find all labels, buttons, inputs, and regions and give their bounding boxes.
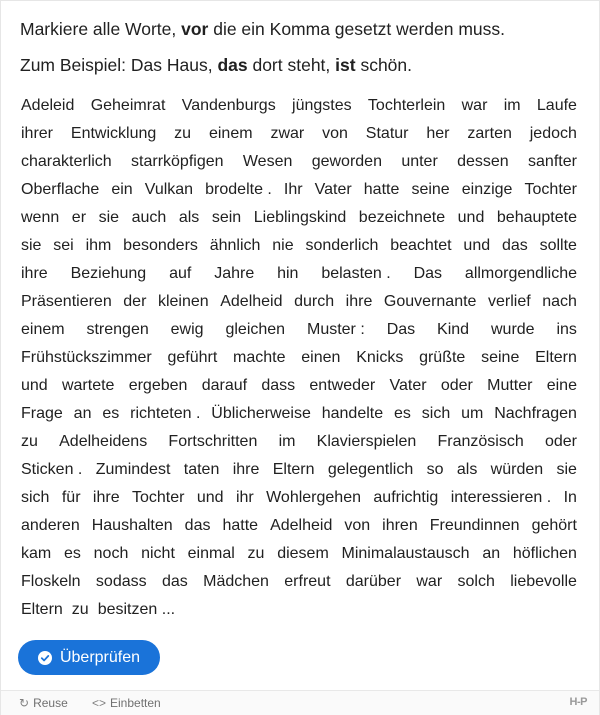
markable-word[interactable]: zu — [247, 545, 265, 562]
markable-word[interactable]: sie — [21, 237, 42, 254]
markable-word[interactable]: jedoch — [529, 125, 577, 142]
markable-word[interactable]: Lieblingskind — [253, 209, 347, 226]
markable-text-body — [21, 92, 577, 624]
markable-word[interactable]: sich — [21, 489, 50, 506]
markable-word[interactable]: hin — [277, 265, 299, 282]
markable-word[interactable]: Muster : — [306, 321, 365, 338]
markable-word[interactable]: wurde — [490, 321, 535, 338]
task-instruction — [20, 17, 505, 41]
markable-word[interactable]: Tochterlein — [367, 97, 446, 114]
markable-word[interactable]: sonderlich — [305, 237, 379, 254]
markable-word[interactable]: Vater — [389, 377, 427, 394]
markable-word[interactable]: Vater — [314, 181, 352, 198]
markable-word[interactable]: sie — [98, 209, 120, 226]
markable-word[interactable]: ihre — [21, 265, 48, 282]
markable-word[interactable]: er — [71, 209, 87, 226]
markable-word[interactable]: Adelheidens — [59, 433, 148, 450]
text-line — [21, 344, 577, 372]
example-bold-2: ist — [335, 55, 356, 75]
markable-word[interactable]: Klavierspielen — [316, 433, 417, 450]
markable-word[interactable]: sei — [53, 237, 74, 254]
markable-word[interactable]: darauf — [201, 377, 248, 394]
check-button[interactable] — [18, 640, 160, 675]
markable-word[interactable]: im — [278, 433, 296, 450]
markable-word[interactable]: Mutter — [487, 377, 533, 394]
text-line — [21, 260, 577, 288]
markable-word[interactable]: im — [503, 97, 521, 114]
markable-word[interactable]: zu — [174, 125, 192, 142]
markable-word[interactable]: hatte — [363, 181, 400, 198]
markable-word[interactable]: sollte — [539, 237, 577, 254]
instruction-text-2: die ein Komma gesetzt werden muss. — [208, 19, 506, 39]
markable-word[interactable]: diesem — [277, 545, 329, 562]
markable-word[interactable]: Eltern — [272, 461, 315, 478]
markable-word[interactable]: ähnlich — [209, 237, 261, 254]
markable-word[interactable]: kleinen — [157, 293, 209, 310]
text-line — [21, 512, 577, 540]
markable-word[interactable]: ihre — [232, 461, 260, 478]
markable-word[interactable]: Jahre — [214, 265, 255, 282]
markable-word[interactable]: Mädchen — [203, 573, 269, 590]
markable-word[interactable]: interessieren . — [450, 489, 552, 506]
markable-word[interactable]: Statur — [365, 125, 409, 142]
markable-word[interactable]: hatte — [222, 517, 259, 534]
markable-word[interactable]: Frage — [21, 405, 63, 422]
markable-word[interactable]: der — [123, 293, 147, 310]
markable-word[interactable]: sich — [421, 405, 451, 422]
markable-word[interactable]: durch — [294, 293, 335, 310]
markable-word[interactable]: grüßte — [419, 349, 466, 366]
markable-word[interactable]: In — [563, 489, 577, 506]
markable-word[interactable]: strengen — [86, 321, 149, 338]
markable-word[interactable]: ihre — [345, 293, 373, 310]
markable-word[interactable]: brodelte . — [205, 181, 272, 198]
markable-word[interactable]: einen — [301, 349, 341, 366]
markable-word[interactable]: Wohlergehen — [266, 489, 361, 506]
markable-word[interactable]: ewig — [170, 321, 204, 338]
markable-word[interactable]: jüngstes — [292, 97, 352, 114]
markable-word[interactable]: einzige — [461, 181, 513, 198]
markable-word[interactable]: von — [322, 125, 348, 142]
markable-word[interactable]: es — [102, 405, 120, 422]
text-line — [21, 92, 577, 120]
markable-word[interactable]: erfreut — [284, 573, 331, 590]
markable-word[interactable]: dessen — [457, 153, 509, 170]
example-text-2: dort steht, — [247, 55, 336, 75]
h5p-footer — [1, 690, 599, 715]
markable-word[interactable]: starrköpfigen — [131, 153, 224, 170]
markable-word[interactable]: Eltern — [535, 349, 577, 366]
markable-word[interactable]: Ihr — [283, 181, 303, 198]
markable-word[interactable]: nach — [542, 293, 577, 310]
markable-word[interactable]: Präsentieren — [21, 293, 112, 310]
markable-word[interactable]: war — [461, 97, 488, 114]
example-text-3: schön. — [355, 55, 413, 75]
reuse-label: Reuse — [33, 696, 68, 710]
markable-word[interactable]: zu — [71, 601, 89, 618]
markable-word[interactable]: ergeben — [128, 377, 188, 394]
text-line — [21, 596, 577, 624]
markable-word[interactable]: es — [63, 545, 81, 562]
text-line — [21, 568, 577, 596]
markable-word[interactable]: Haushalten — [91, 517, 173, 534]
markable-word[interactable]: machte — [233, 349, 286, 366]
markable-word[interactable]: Tochter — [131, 489, 185, 506]
markable-word[interactable]: behauptete — [496, 209, 577, 226]
markable-word[interactable]: Adelheid — [270, 517, 333, 534]
markable-word[interactable]: Wesen — [242, 153, 293, 170]
example-bold-1: das — [217, 55, 248, 75]
markable-word[interactable]: Floskeln — [21, 573, 81, 590]
markable-word[interactable]: ihr — [235, 489, 254, 506]
text-line — [21, 484, 577, 512]
markable-word[interactable]: würden — [490, 461, 544, 478]
markable-word[interactable]: Vulkan — [144, 181, 194, 198]
markable-word[interactable]: als — [178, 209, 200, 226]
markable-word[interactable]: Sticken . — [21, 461, 83, 478]
markable-word[interactable]: ins — [556, 321, 577, 338]
markable-word[interactable]: und — [196, 489, 224, 506]
text-line — [21, 204, 577, 232]
markable-word[interactable]: zarten — [467, 125, 512, 142]
markable-word[interactable]: Kind — [437, 321, 470, 338]
markable-word[interactable]: Vandenburgs — [181, 97, 276, 114]
markable-word[interactable]: an — [73, 405, 92, 422]
markable-word[interactable]: um — [461, 405, 484, 422]
markable-word[interactable]: zwar — [270, 125, 305, 142]
markable-word[interactable]: Das — [413, 265, 443, 282]
markable-word[interactable]: ihrer — [21, 125, 54, 142]
markable-word[interactable]: Französisch — [437, 433, 524, 450]
text-line — [21, 372, 577, 400]
markable-word[interactable]: gehört — [531, 517, 577, 534]
example-text-1: Zum Beispiel: Das Haus, — [20, 55, 218, 75]
markable-word[interactable]: Freundinnen — [429, 517, 520, 534]
markable-word[interactable]: geworden — [311, 153, 382, 170]
markable-word[interactable]: wenn — [21, 209, 60, 226]
markable-word[interactable]: oder — [440, 377, 473, 394]
markable-word[interactable]: so — [426, 461, 444, 478]
markable-word[interactable]: charakterlich — [21, 153, 112, 170]
markable-word[interactable]: Frühstückszimmer — [21, 349, 152, 366]
markable-word[interactable]: Eltern — [21, 601, 63, 618]
markable-word[interactable]: seine — [481, 349, 520, 366]
markable-word[interactable]: als — [456, 461, 478, 478]
markable-word[interactable]: Adelheid — [220, 293, 283, 310]
markable-word[interactable]: besitzen ... — [97, 601, 176, 618]
markable-word[interactable]: auch — [131, 209, 167, 226]
markable-word[interactable]: nicht — [141, 545, 175, 562]
markable-word[interactable]: liebevolle — [510, 573, 577, 590]
markable-word[interactable]: und — [463, 237, 491, 254]
text-line — [21, 120, 577, 148]
markable-word[interactable]: einem — [208, 125, 253, 142]
markable-word[interactable]: ein — [111, 181, 133, 198]
text-line — [21, 148, 577, 176]
markable-word[interactable]: und — [457, 209, 485, 226]
markable-word[interactable]: Beziehung — [70, 265, 147, 282]
markable-word[interactable]: ihm — [85, 237, 112, 254]
markable-word[interactable]: Knicks — [356, 349, 404, 366]
markable-word[interactable]: das — [184, 517, 211, 534]
markable-word[interactable]: beachtet — [390, 237, 452, 254]
markable-word[interactable]: Minimalaustausch — [341, 545, 470, 562]
markable-word[interactable]: ihren — [382, 517, 418, 534]
markable-word[interactable]: Tochter — [524, 181, 577, 198]
markable-word[interactable]: nie — [272, 237, 294, 254]
markable-word[interactable]: besonders — [123, 237, 198, 254]
markable-word[interactable]: aufrichtig — [373, 489, 439, 506]
check-circle-icon — [38, 651, 52, 665]
markable-word[interactable]: auf — [169, 265, 192, 282]
embed-link[interactable] — [92, 696, 161, 710]
markable-word[interactable]: dass — [261, 377, 296, 394]
markable-word[interactable]: solch — [457, 573, 495, 590]
embed-label: Einbetten — [110, 696, 161, 710]
markable-word[interactable]: sanfter — [528, 153, 577, 170]
markable-word[interactable]: anderen — [21, 517, 80, 534]
markable-word[interactable]: einmal — [187, 545, 235, 562]
text-line — [21, 288, 577, 316]
markable-word[interactable]: Entwicklung — [70, 125, 157, 142]
embed-code-icon: <> — [92, 696, 107, 710]
markable-word[interactable]: höflichen — [512, 545, 577, 562]
markable-word[interactable]: sein — [211, 209, 242, 226]
markable-word[interactable]: allmorgendliche — [464, 265, 577, 282]
markable-word[interactable]: Zumindest — [95, 461, 171, 478]
markable-word[interactable]: war — [416, 573, 443, 590]
text-line — [21, 400, 577, 428]
markable-word[interactable]: seine — [411, 181, 450, 198]
markable-word[interactable]: kam — [21, 545, 52, 562]
reuse-icon: ↻ — [19, 696, 30, 710]
markable-word[interactable]: darüber — [345, 573, 402, 590]
task-example — [20, 53, 412, 77]
markable-word[interactable]: entweder — [309, 377, 376, 394]
markable-word[interactable]: oder — [544, 433, 577, 450]
markable-word[interactable]: verlief — [488, 293, 531, 310]
instruction-text-1: Markiere alle Worte, — [20, 19, 182, 39]
markable-word[interactable]: und — [21, 377, 48, 394]
markable-word[interactable]: sodass — [95, 573, 147, 590]
markable-word[interactable]: taten — [183, 461, 220, 478]
markable-word[interactable]: Oberflache — [21, 181, 100, 198]
markable-word[interactable]: Nachfragen — [494, 405, 577, 422]
text-line — [21, 540, 577, 568]
markable-word[interactable]: bezeichnete — [358, 209, 446, 226]
markable-word[interactable]: geführt — [167, 349, 218, 366]
markable-word[interactable]: unter — [401, 153, 438, 170]
markable-word[interactable]: das — [161, 573, 188, 590]
reuse-link[interactable] — [19, 696, 68, 710]
markable-word[interactable]: von — [344, 517, 371, 534]
markable-word[interactable]: ihre — [92, 489, 120, 506]
markable-word[interactable]: Laufe — [536, 97, 577, 114]
text-line — [21, 232, 577, 260]
markable-word[interactable]: Das — [386, 321, 416, 338]
markable-word[interactable]: eine — [546, 377, 577, 394]
markable-word[interactable]: gleichen — [225, 321, 286, 338]
markable-word[interactable]: Üblicherweise — [211, 405, 311, 422]
text-line — [21, 316, 577, 344]
markable-word[interactable]: noch — [93, 545, 129, 562]
markable-word[interactable]: für — [61, 489, 81, 506]
markable-word[interactable]: Geheimrat — [90, 97, 166, 114]
markable-word[interactable]: es — [394, 405, 411, 422]
markable-word[interactable]: wartete — [61, 377, 115, 394]
markable-word[interactable]: das — [501, 237, 528, 254]
markable-word[interactable]: Fortschritten — [168, 433, 258, 450]
text-line — [21, 176, 577, 204]
markable-word[interactable]: richteten . — [130, 405, 201, 422]
markable-word[interactable]: einem — [21, 321, 65, 338]
h5p-logo: H-P — [569, 696, 587, 708]
text-line — [21, 428, 577, 456]
markable-word[interactable]: Gouvernante — [383, 293, 477, 310]
markable-word[interactable]: zu — [21, 433, 38, 450]
markable-word[interactable]: handelte — [321, 405, 384, 422]
markable-word[interactable]: sie — [556, 461, 577, 478]
markable-word[interactable]: Adeleid — [21, 97, 75, 114]
check-button-label: Überprüfen — [59, 648, 141, 666]
markable-word[interactable]: her — [426, 125, 450, 142]
instruction-bold-word: vor — [181, 19, 209, 39]
markable-word[interactable]: an — [482, 545, 501, 562]
text-line — [21, 456, 577, 484]
markable-word[interactable]: gelegentlich — [327, 461, 414, 478]
markable-word[interactable]: belasten . — [321, 265, 391, 282]
